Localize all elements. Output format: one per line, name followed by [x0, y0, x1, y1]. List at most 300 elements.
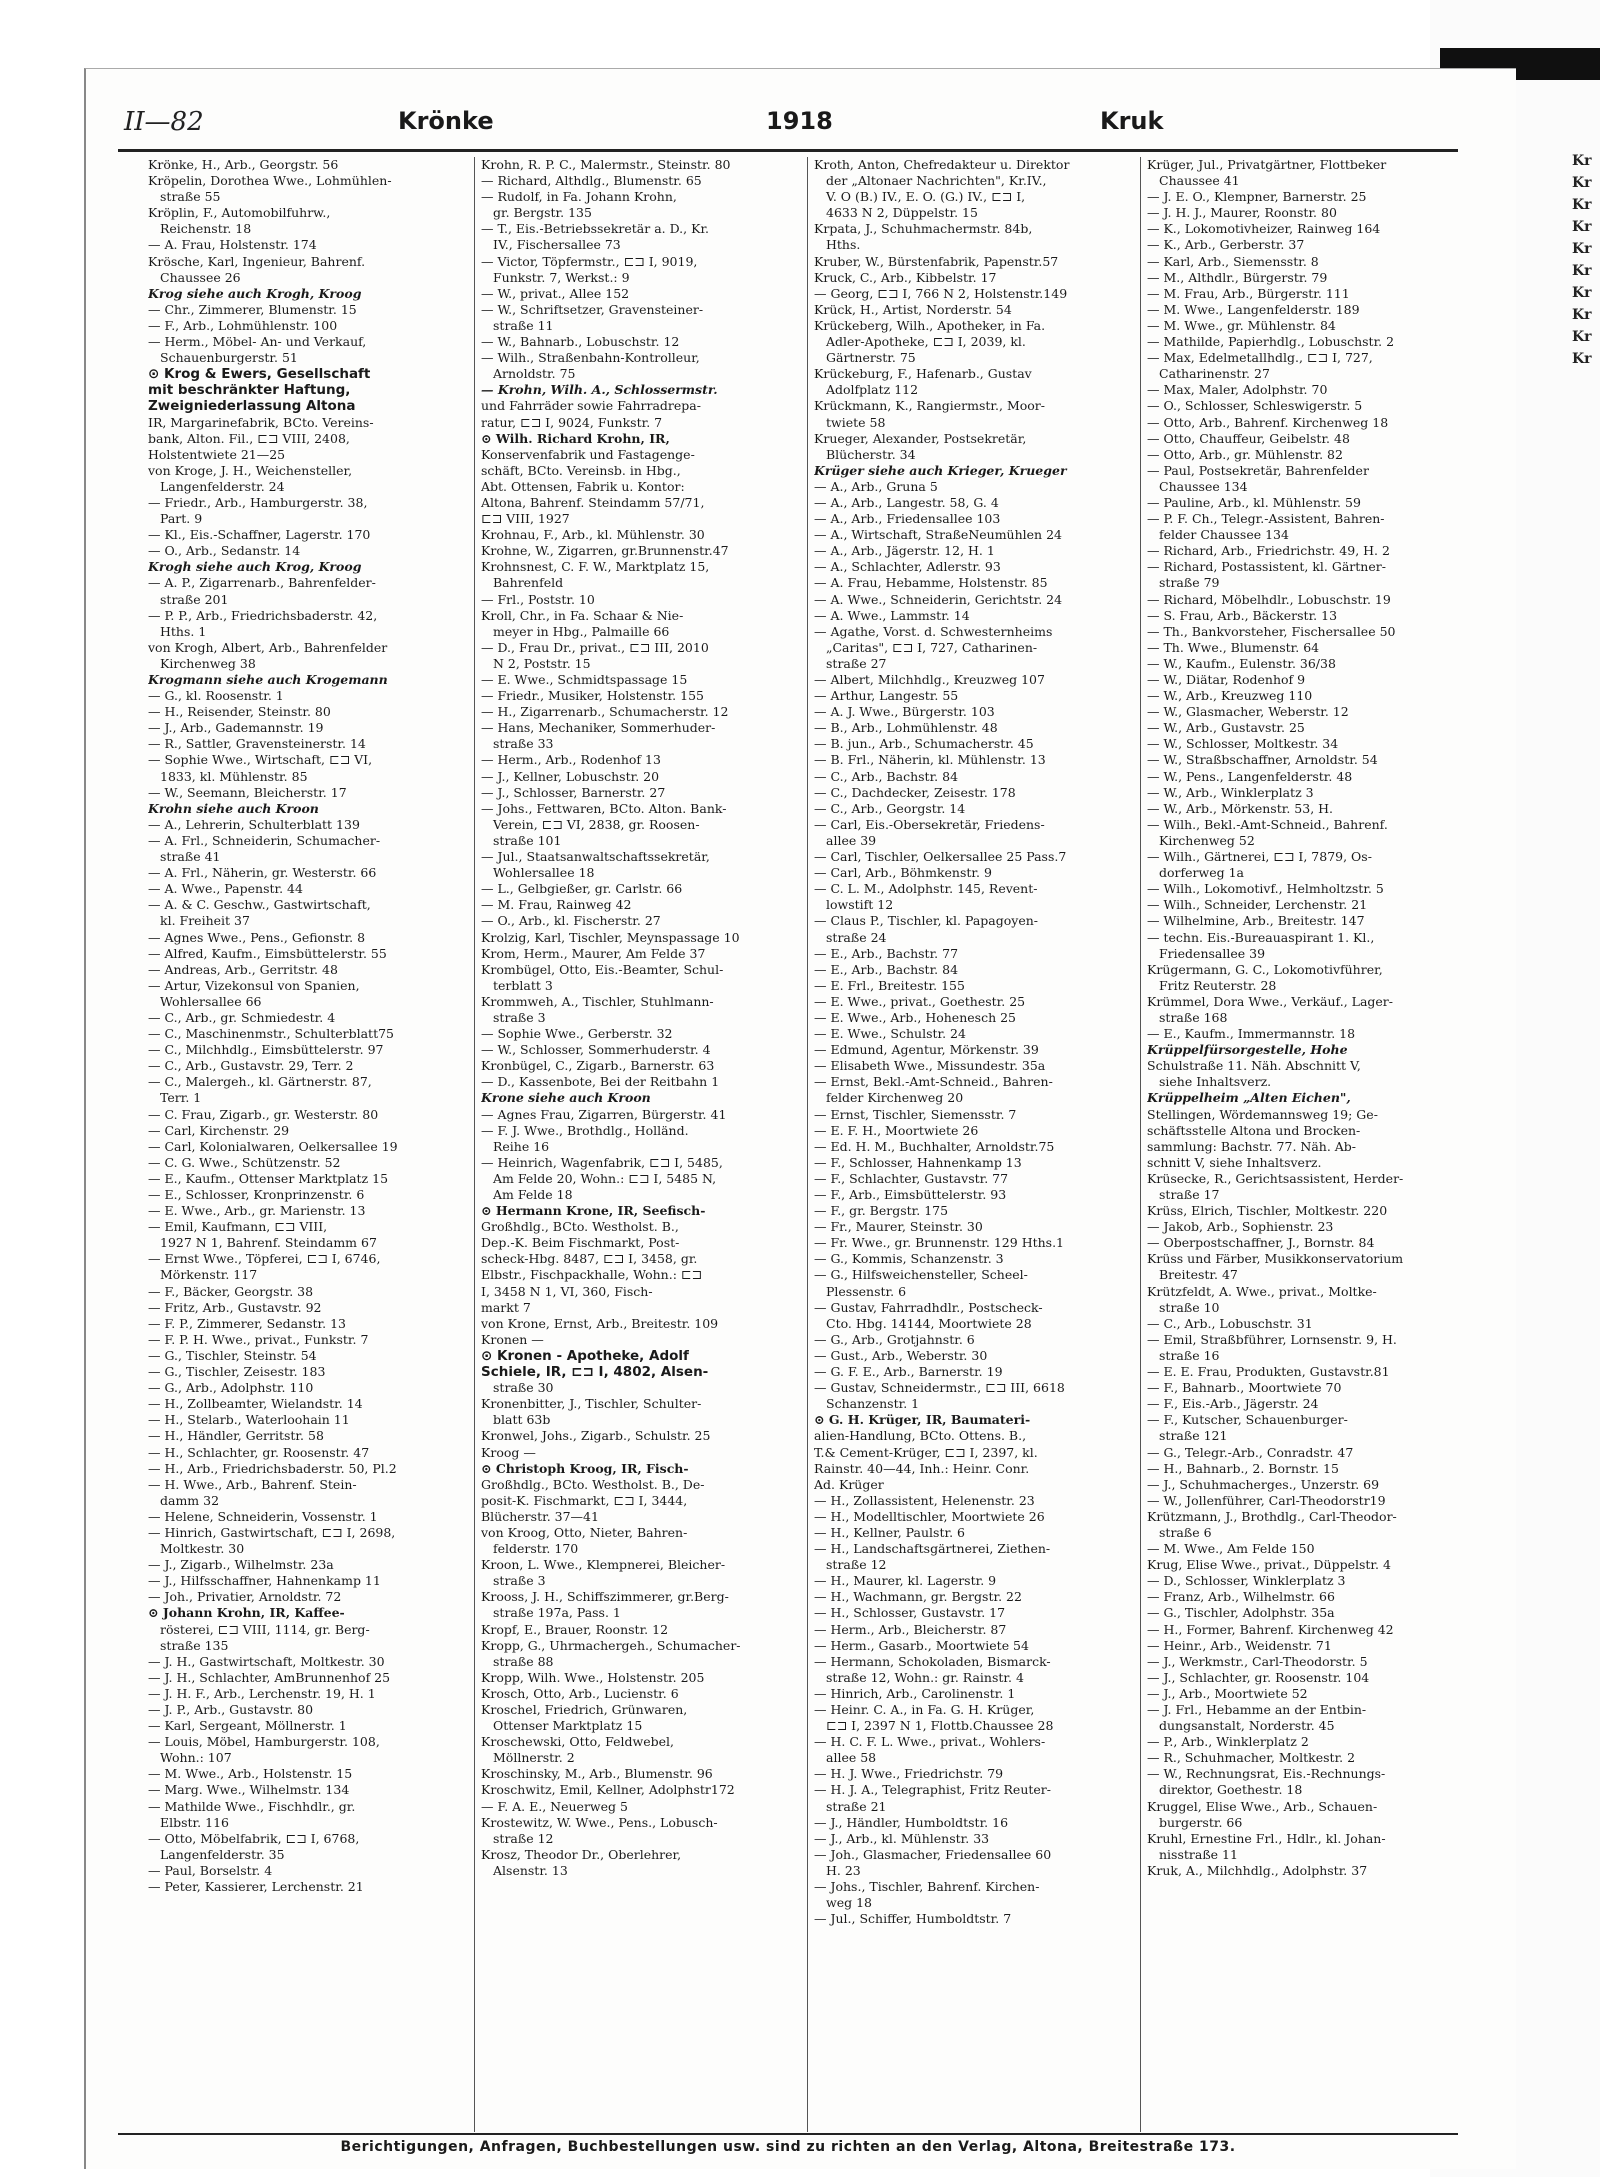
directory-entry: — Wilhelmine, Arb., Breitestr. 147 [1147, 913, 1365, 929]
directory-entry: — A., Schlachter, Adlerstr. 93 [814, 559, 1001, 575]
directory-entry: — Kl., Eis.-Schaffner, Lagerstr. 170 [148, 527, 371, 543]
directory-entry: — A. Frl., Näherin, gr. Westerstr. 66 [148, 865, 377, 881]
directory-entry: Krom, Herm., Maurer, Am Felde 37 [481, 945, 706, 961]
directory-entry: twiete 58 [826, 414, 886, 430]
directory-entry: — Jakob, Arb., Sophienstr. 23 [1147, 1219, 1334, 1235]
directory-entry: — Fr., Maurer, Steinstr. 30 [814, 1219, 983, 1235]
directory-entry: — F., Arb., Lohmühlenstr. 100 [148, 317, 338, 333]
directory-entry: Kroon, L. Wwe., Klempnerei, Bleicher- [481, 1557, 726, 1573]
directory-entry: felder Kirchenweg 20 [826, 1090, 964, 1106]
directory-entry: Breitestr. 47 [1159, 1267, 1238, 1283]
directory-entry: straße 135 [160, 1637, 229, 1653]
directory-entry: — Ed. H. M., Buchhalter, Arnoldstr.75 [814, 1138, 1055, 1154]
directory-entry: — Marg. Wwe., Wilhelmstr. 134 [148, 1782, 350, 1798]
directory-entry: straße 6 [1159, 1524, 1212, 1540]
directory-entry: — E., Schlosser, Kronprinzenstr. 6 [148, 1187, 365, 1202]
directory-entry: — J. H., Schlachter, AmBrunnenhof 25 [148, 1669, 391, 1685]
directory-columns [148, 157, 1460, 2132]
directory-entry: — Albert, Milchhdlg., Kreuzweg 107 [814, 672, 1045, 687]
directory-entry: Krolzig, Karl, Tischler, Meynspassage 10 [481, 929, 740, 945]
directory-entry: Kruggel, Elise Wwe., Arb., Schauen- [1147, 1798, 1378, 1814]
directory-entry: straße 24 [826, 929, 887, 945]
neighbor-page-letters: Kr [1572, 263, 1592, 279]
directory-entry: — F. A. E., Neuerweg 5 [481, 1798, 628, 1814]
directory-entry: — Karl, Sergeant, Möllnerstr. 1 [148, 1718, 347, 1734]
directory-entry: — L., Gelbgießer, gr. Carlstr. 66 [481, 881, 683, 897]
directory-entry: — W., Schlosser, Sommerhuderstr. 4 [481, 1042, 711, 1058]
directory-entry: — K., Arb., Gerberstr. 37 [1147, 237, 1305, 253]
running-head-year: 1918 [766, 107, 833, 135]
directory-entry: — R., Schuhmacher, Moltkestr. 2 [1147, 1750, 1356, 1766]
directory-entry: Krüppelfürsorgestelle, Hohe [1147, 1042, 1348, 1058]
directory-entry: — Ernst Wwe., Töpferei, ⊏⊐ I, 6746, [148, 1251, 381, 1267]
directory-entry: — G., Hilfsweichensteller, Scheel- [814, 1267, 1028, 1283]
directory-entry: — A. J. Wwe., Bürgerstr. 103 [814, 704, 995, 720]
directory-entry: — Mathilde Wwe., Fischhdlr., gr. [148, 1798, 356, 1814]
directory-entry: damm 32 [160, 1492, 220, 1508]
directory-entry: Krone siehe auch Kroon [481, 1090, 651, 1106]
directory-entry: bank, Alton. Fil., ⊏⊐ VIII, 2408, [148, 430, 350, 446]
directory-entry: — Carl, Tischler, Oelkersallee 25 Pass.7 [814, 849, 1067, 865]
directory-entry: — A., Arb., Langestr. 58, G. 4 [814, 494, 999, 510]
directory-entry: — J., Händler, Humboldtstr. 16 [814, 1814, 1009, 1830]
directory-entry: — J. E. O., Klempner, Barnerstr. 25 [1147, 189, 1367, 205]
directory-entry: ⊙ Hermann Krone, IR, Seefisch- [481, 1203, 706, 1219]
directory-entry: Krommweh, A., Tischler, Stuhlmann- [481, 993, 714, 1009]
directory-entry: — M., Althdlr., Bürgerstr. 79 [1147, 269, 1328, 285]
directory-entry: dorferweg 1a [1159, 865, 1244, 881]
directory-entry: — W., Glasmacher, Weberstr. 12 [1147, 704, 1349, 720]
directory-entry: — Helene, Schneiderin, Vossenstr. 1 [148, 1508, 378, 1524]
directory-entry: — Max, Edelmetallhdlg., ⊏⊐ I, 727, [1147, 350, 1373, 366]
directory-entry: — H. Wwe., Arb., Bahrenf. Stein- [148, 1476, 357, 1492]
directory-entry: scheck-Hbg. 8487, ⊏⊐ I, 3458, gr. [481, 1251, 698, 1267]
directory-entry: ⊙ G. H. Krüger, IR, Baumateri- [814, 1412, 1031, 1428]
directory-entry: — G. F. E., Arb., Barnerstr. 19 [814, 1364, 1003, 1380]
directory-entry: — A., Arb., Friedensallee 103 [814, 511, 1001, 527]
directory-entry: — C. Frau, Zigarb., gr. Westerstr. 80 [148, 1106, 379, 1122]
directory-entry: — F., Eis.-Arb., Jägerstr. 24 [1147, 1396, 1319, 1412]
directory-entry: Kruhl, Ernestine Frl., Hdlr., kl. Johan- [1147, 1830, 1386, 1846]
directory-entry: — Gustav, Fahrradhdlr., Postscheck- [814, 1299, 1043, 1315]
directory-entry: — H., Kellner, Paulstr. 6 [814, 1524, 965, 1540]
directory-entry: — Friedr., Arb., Hamburgerstr. 38, [148, 494, 368, 510]
directory-entry: — Agnes Frau, Zigarren, Bürgerstr. 41 [481, 1106, 727, 1122]
directory-entry: — Hans, Mechaniker, Sommerhuder- [481, 720, 716, 736]
directory-entry: Blücherstr. 37—41 [481, 1508, 599, 1524]
directory-entry: — Paul, Postsekretär, Bahrenfelder [1147, 462, 1369, 478]
directory-entry: — O., Schlosser, Schleswigerstr. 5 [1147, 398, 1363, 414]
directory-entry: Krügermann, G. C., Lokomotivführer, [1147, 961, 1383, 977]
directory-entry: — A. & C. Geschw., Gastwirtschaft, [148, 897, 371, 913]
directory-entry: straße 41 [160, 849, 221, 865]
directory-entry: — F., Bahnarb., Moortwiete 70 [1147, 1380, 1342, 1396]
directory-entry: — J. H., Gastwirtschaft, Moltkestr. 30 [148, 1653, 385, 1669]
directory-entry: — J. Frl., Hebamme an der Entbin- [1147, 1702, 1367, 1717]
directory-entry: — D., Kassenbote, Bei der Reitbahn 1 [481, 1074, 720, 1090]
directory-entry: straße 12 [493, 1830, 554, 1846]
directory-entry: — R., Sattler, Gravensteinerstr. 14 [148, 736, 366, 752]
directory-entry: gr. Bergstr. 135 [493, 205, 592, 221]
directory-entry: — Herm., Möbel- An- und Verkauf, [148, 334, 367, 350]
directory-entry: Kropp, G., Uhrmachergeh., Schumacher- [481, 1637, 741, 1653]
directory-entry: Reihe 16 [493, 1138, 550, 1154]
directory-entry: — C., Arb., Bachstr. 84 [814, 768, 959, 784]
directory-entry: Kroog — [481, 1444, 536, 1460]
directory-entry: ⊙ Johann Krohn, IR, Kaffee- [148, 1605, 345, 1621]
directory-entry: allee 58 [826, 1750, 877, 1766]
directory-entry: Stellingen, Wördemannsweg 19; Ge- [1147, 1106, 1378, 1122]
directory-entry: — H., Bahnarb., 2. Bornstr. 15 [1147, 1460, 1339, 1476]
directory-entry: — Friedr., Musiker, Holstenstr. 155 [481, 688, 704, 704]
directory-entry: straße 88 [493, 1653, 554, 1669]
directory-entry: — Victor, Töpfermstr., ⊏⊐ I, 9019, [481, 253, 698, 269]
directory-entry: — G., Arb., Grotjahnstr. 6 [814, 1331, 975, 1347]
directory-entry: — Richard, Arb., Friedrichstr. 49, H. 2 [1147, 543, 1390, 559]
directory-entry: Wohn.: 107 [160, 1750, 232, 1766]
directory-entry: Friedensallee 39 [1159, 945, 1266, 961]
directory-entry: — Louis, Möbel, Hamburgerstr. 108, [148, 1734, 380, 1750]
directory-entry: — S. Frau, Arb., Bäckerstr. 13 [1147, 607, 1338, 623]
directory-entry: straße 201 [160, 591, 229, 607]
neighbor-page-letters: Kr [1572, 219, 1592, 235]
directory-entry: Krüsecke, R., Gerichtsassistent, Herder- [1147, 1170, 1404, 1186]
directory-entry: Fritz Reuterstr. 28 [1159, 977, 1277, 993]
directory-entry: Part. 9 [160, 511, 203, 527]
directory-entry: Kroschewski, Otto, Feldwebel, [481, 1734, 674, 1750]
directory-entry: — F., Bäcker, Georgstr. 38 [148, 1283, 314, 1299]
directory-entry: IR, Margarinefabrik, BCto. Vereins- [148, 414, 374, 430]
directory-entry: „Caritas", ⊏⊐ I, 727, Catharinen- [826, 639, 1038, 655]
directory-entry: straße 12, Wohn.: gr. Rainstr. 4 [826, 1669, 1024, 1685]
directory-entry: — G., Tischler, Steinstr. 54 [148, 1347, 317, 1363]
directory-entry: sammlung: Bachstr. 77. Näh. Ab- [1147, 1138, 1357, 1154]
directory-entry: und Fahrräder sowie Fahrradrepa- [481, 398, 701, 414]
directory-entry: — H. C. F. L. Wwe., privat., Wohlers- [814, 1734, 1046, 1750]
directory-entry: — H., Arb., Friedrichsbaderstr. 50, Pl.2 [148, 1460, 397, 1476]
directory-entry: — F., Arb., Eimsbüttelerstr. 93 [814, 1187, 1007, 1202]
directory-entry: Ottenser Marktplatz 15 [493, 1718, 643, 1734]
directory-entry: — H., Reisender, Steinstr. 80 [148, 704, 331, 720]
directory-entry: Krück, H., Artist, Norderstr. 54 [814, 301, 1012, 317]
directory-entry: — F., Kutscher, Schauenburger- [1147, 1412, 1348, 1428]
directory-entry: — Peter, Kassierer, Lerchenstr. 21 [148, 1879, 364, 1895]
directory-entry: — Herm., Arb., Bleicherstr. 87 [814, 1621, 1007, 1637]
directory-entry: — Carl, Kirchenstr. 29 [148, 1122, 290, 1138]
directory-entry: Arnoldstr. 75 [493, 366, 576, 382]
directory-entry: — C., Milchhdlg., Eimsbüttelerstr. 97 [148, 1042, 384, 1058]
directory-entry: — E., Arb., Bachstr. 84 [814, 961, 959, 977]
directory-entry: Mörkenstr. 117 [160, 1267, 258, 1283]
directory-entry: — Artur, Vizekonsul von Spanien, [148, 977, 360, 993]
directory-entry: — H., Zollassistent, Helenenstr. 23 [814, 1492, 1035, 1508]
directory-entry: straße 3 [493, 1573, 546, 1589]
directory-entry: — M. Wwe., Am Felde 150 [1147, 1541, 1315, 1557]
directory-entry: Moltkestr. 30 [160, 1541, 245, 1557]
directory-entry: Krog siehe auch Krogh, Kroog [148, 285, 362, 301]
directory-entry: Krogh siehe auch Krog, Kroog [148, 559, 362, 575]
directory-entry: Hths. [826, 237, 861, 253]
directory-entry: — E., Kaufm., Immermannstr. 18 [1147, 1026, 1356, 1042]
directory-entry: — H., Former, Bahrenf. Kirchenweg 42 [1147, 1621, 1394, 1637]
directory-entry: Kirchenweg 52 [1159, 832, 1255, 848]
directory-entry: — D., Schlosser, Winklerplatz 3 [1147, 1573, 1346, 1589]
directory-entry: — W., privat., Allee 152 [481, 285, 630, 301]
directory-entry: — Hinrich, Gastwirtschaft, ⊏⊐ I, 2698, [148, 1524, 396, 1540]
directory-entry: Chaussee 134 [1159, 478, 1248, 494]
directory-page [84, 68, 1516, 2169]
directory-column-2 [481, 157, 799, 2132]
directory-entry: — H., Modelltischler, Moortwiete 26 [814, 1508, 1045, 1524]
directory-entry: straße 17 [1159, 1187, 1220, 1202]
directory-entry: — E., Arb., Bachstr. 77 [814, 945, 959, 961]
directory-entry: straße 101 [493, 832, 562, 848]
directory-entry: Kroschel, Friedrich, Grünwaren, [481, 1702, 688, 1717]
directory-entry: Kruber, W., Bürstenfabrik, Papenstr.57 [814, 253, 1059, 269]
directory-entry: — W., Schlosser, Moltkestr. 34 [1147, 736, 1339, 752]
directory-entry: schäftsstelle Altona und Brocken- [1147, 1122, 1361, 1138]
directory-entry: — F., Schlachter, Gustavstr. 77 [814, 1170, 1009, 1186]
directory-entry: — A., Lehrerin, Schulterblatt 139 [148, 816, 360, 832]
directory-entry: Alsenstr. 13 [493, 1862, 568, 1878]
directory-entry: Krückeburg, F., Hafenarb., Gustav [814, 366, 1032, 382]
directory-entry: — G., kl. Roosenstr. 1 [148, 688, 284, 704]
directory-entry: von Krone, Ernst, Arb., Breitestr. 109 [481, 1315, 719, 1331]
directory-entry: — G., Arb., Adolphstr. 110 [148, 1380, 314, 1396]
directory-entry: — Otto, Chauffeur, Geibelstr. 48 [1147, 430, 1350, 446]
directory-entry: — J., Hilfsschaffner, Hahnenkamp 11 [148, 1573, 381, 1589]
directory-entry: — G., Telegr.-Arb., Conradstr. 47 [1147, 1444, 1354, 1460]
directory-entry: ⊙ Christoph Kroog, IR, Fisch- [481, 1460, 689, 1476]
directory-entry: — Wilh., Lokomotivf., Helmholtzstr. 5 [1147, 881, 1384, 897]
directory-entry: — Herm., Arb., Rodenhof 13 [481, 752, 661, 768]
directory-entry: — E. E. Frau, Produkten, Gustavstr.81 [1147, 1364, 1390, 1380]
directory-entry: Funkstr. 7, Werkst.: 9 [493, 269, 630, 285]
directory-column-3 [814, 157, 1132, 2132]
directory-entry: — J., Arb., Gademannstr. 19 [148, 720, 324, 736]
directory-entry: Krüger siehe auch Krieger, Krueger [814, 462, 1067, 478]
directory-entry: — W., Bahnarb., Lobuschstr. 12 [481, 334, 680, 350]
directory-entry: Krüger, Jul., Privatgärtner, Flottbeker [1147, 157, 1387, 172]
directory-entry: — P. F. Ch., Telegr.-Assistent, Bahren- [1147, 511, 1385, 527]
directory-entry: — Otto, Arb., Bahrenf. Kirchenweg 18 [1147, 414, 1389, 430]
directory-entry: — B. Frl., Näherin, kl. Mühlenstr. 13 [814, 752, 1046, 768]
directory-entry: — Max, Maler, Adolphstr. 70 [1147, 382, 1328, 398]
directory-entry: Adler-Apotheke, ⊏⊐ I, 2039, kl. [826, 334, 1026, 350]
directory-entry: — W., Pens., Langenfelderstr. 48 [1147, 768, 1353, 784]
directory-entry: Zweigniederlassung Altona [148, 398, 356, 415]
directory-entry: Holstentwiete 21—25 [148, 446, 286, 462]
directory-entry: IV., Fischersallee 73 [493, 237, 621, 253]
directory-entry: Kröplin, F., Automobilfuhrw., [148, 205, 331, 221]
directory-entry: Altona, Bahrenf. Steindamm 57/71, [481, 494, 705, 510]
directory-entry: — Gustav, Schneidermstr., ⊏⊐ III, 6618 [814, 1380, 1065, 1396]
directory-entry: schäft, BCto. Vereinsb. in Hbg., [481, 462, 681, 478]
directory-entry: — Heinrich, Wagenfabrik, ⊏⊐ I, 5485, [481, 1154, 723, 1170]
directory-entry: — Jul., Staatsanwaltschaftssekretär, [481, 849, 710, 865]
directory-entry: ⊙ Krog & Ewers, Gesellschaft [148, 366, 371, 383]
directory-entry: — Wilh., Gärtnerei, ⊏⊐ I, 7879, Os- [1147, 849, 1372, 865]
directory-entry: Chaussee 41 [1159, 173, 1240, 189]
directory-entry: — J., Werkmstr., Carl-Theodorstr. 5 [1147, 1653, 1368, 1669]
directory-entry: Kroll, Chr., in Fa. Schaar & Nie- [481, 607, 684, 623]
directory-entry: — W., Schriftsetzer, Gravensteiner- [481, 301, 704, 317]
directory-entry: Plessenstr. 6 [826, 1283, 907, 1299]
directory-entry: — H., Stelarb., Waterloohain 11 [148, 1412, 350, 1428]
directory-entry: — C. G. Wwe., Schützenstr. 52 [148, 1154, 341, 1170]
directory-entry: straße 197a, Pass. 1 [493, 1605, 621, 1621]
directory-entry: — W., Straßbschaffner, Arnoldstr. 54 [1147, 752, 1378, 768]
directory-entry: — Fritz, Arb., Gustavstr. 92 [148, 1299, 322, 1315]
directory-entry: Langenfelderstr. 35 [160, 1846, 285, 1862]
directory-entry: — F. P., Zimmerer, Sedanstr. 13 [148, 1315, 347, 1331]
directory-entry: — A., Arb., Jägerstr. 12, H. 1 [814, 543, 995, 559]
directory-entry: Elbstr. 116 [160, 1814, 229, 1830]
directory-entry: — J., Schlachter, gr. Roosenstr. 104 [1147, 1669, 1370, 1685]
directory-entry: felderstr. 170 [493, 1541, 579, 1557]
directory-entry: straße 11 [493, 317, 554, 333]
directory-entry: — Carl, Eis.-Obersekretär, Friedens- [814, 816, 1045, 832]
directory-entry: Schulstraße 11. Näh. Abschnitt V, [1147, 1058, 1361, 1074]
directory-entry: — E. Wwe., Arb., Hohenesch 25 [814, 1009, 1017, 1025]
directory-entry: Kroschinsky, M., Arb., Blumenstr. 96 [481, 1766, 713, 1782]
directory-entry: Kroth, Anton, Chefredakteur u. Direktor [814, 157, 1070, 172]
directory-entry: — E. Frl., Breitestr. 155 [814, 977, 965, 993]
directory-entry: 4633 N 2, Düppelstr. 15 [826, 205, 978, 221]
directory-entry: — Ernst, Bekl.-Amt-Schneid., Bahren- [814, 1074, 1053, 1090]
directory-entry: nisstraße 11 [1159, 1846, 1238, 1862]
directory-entry: — O., Arb., kl. Fischerstr. 27 [481, 913, 661, 929]
directory-entry: straße 12 [826, 1557, 887, 1573]
directory-entry: — C., Arb., Georgstr. 14 [814, 800, 966, 816]
neighbor-page-letters: Kr [1572, 241, 1592, 257]
directory-entry: — J., Schlosser, Barnerstr. 27 [481, 784, 666, 800]
directory-entry: Kroschwitz, Emil, Kellner, Adolphstr172 [481, 1782, 735, 1798]
directory-entry: — B. jun., Arb., Schumacherstr. 45 [814, 736, 1034, 752]
directory-entry: — P., Arb., Winklerplatz 2 [1147, 1734, 1309, 1750]
directory-entry: Krohnsnest, C. F. W., Marktplatz 15, [481, 559, 710, 575]
directory-entry: — W., Rechnungsrat, Eis.-Rechnungs- [1147, 1766, 1386, 1782]
directory-entry: Langenfelderstr. 24 [160, 478, 285, 494]
directory-entry: — A. Frl., Schneiderin, Schumacher- [148, 832, 381, 848]
directory-entry: — Arthur, Langestr. 55 [814, 688, 959, 704]
directory-entry: dungsanstalt, Norderstr. 45 [1159, 1718, 1335, 1734]
directory-entry: — Paul, Borselstr. 4 [148, 1862, 273, 1878]
directory-entry: lowstift 12 [826, 897, 894, 913]
directory-entry: — Agathe, Vorst. d. Schwesternheims [814, 623, 1053, 639]
directory-entry: — E., Kaufm., Ottenser Marktplatz 15 [148, 1170, 389, 1186]
directory-entry: — A. Wwe., Papenstr. 44 [148, 881, 303, 897]
directory-entry: — Richard, Möbelhdlr., Lobuschstr. 19 [1147, 591, 1391, 607]
directory-entry: Blücherstr. 34 [826, 446, 916, 462]
directory-entry: — Joh., Privatier, Arnoldstr. 72 [148, 1589, 342, 1605]
directory-entry: Krohn, R. P. C., Malermstr., Steinstr. 80 [481, 157, 731, 172]
directory-entry: — Richard, Althdlg., Blumenstr. 65 [481, 173, 702, 189]
directory-entry: — G., Kommis, Schanzenstr. 3 [814, 1251, 1004, 1267]
directory-entry: Konservenfabrik und Fastagenge- [481, 446, 695, 462]
page-number: II—82 [124, 107, 204, 137]
directory-entry: — W., Seemann, Bleicherstr. 17 [148, 784, 347, 800]
running-head-last-entry: Kruk [1100, 107, 1164, 135]
directory-entry: — F., gr. Bergstr. 175 [814, 1203, 949, 1219]
directory-entry: direktor, Goethestr. 18 [1159, 1782, 1303, 1798]
directory-entry: — Th. Wwe., Blumenstr. 64 [1147, 639, 1320, 655]
directory-entry: — Emil, Kaufmann, ⊏⊐ VIII, [148, 1219, 328, 1235]
directory-entry: Dep.-K. Beim Fischmarkt, Post- [481, 1235, 680, 1251]
directory-entry: Schiele, IR, ⊏⊐ I, 4802, Alsen- [481, 1364, 709, 1381]
directory-entry: Elbstr., Fischpackhalle, Wohn.: ⊏⊐ [481, 1267, 703, 1283]
directory-entry: — J. H. J., Maurer, Roonstr. 80 [1147, 205, 1337, 221]
directory-entry: N 2, Poststr. 15 [493, 655, 591, 671]
page-header [86, 107, 1516, 147]
directory-entry: — Herm., Gasarb., Moortwiete 54 [814, 1637, 1029, 1653]
directory-entry: — Johs., Tischler, Bahrenf. Kirchen- [814, 1879, 1040, 1895]
directory-entry: — A. Frau, Hebamme, Holstenstr. 85 [814, 575, 1048, 591]
directory-entry: — M. Wwe., Arb., Holstenstr. 15 [148, 1766, 353, 1782]
directory-entry: — D., Frau Dr., privat., ⊏⊐ III, 2010 [481, 639, 709, 655]
directory-entry: — F., Schlosser, Hahnenkamp 13 [814, 1154, 1022, 1170]
directory-entry: ratur, ⊏⊐ I, 9024, Funkstr. 7 [481, 414, 663, 430]
directory-entry: — B., Arb., Lohmühlenstr. 48 [814, 720, 998, 736]
directory-entry: — M. Frau, Rainweg 42 [481, 897, 632, 913]
directory-entry: Krützfeldt, A. Wwe., privat., Moltke- [1147, 1283, 1377, 1299]
directory-entry: posit-K. Fischmarkt, ⊏⊐ I, 3444, [481, 1492, 688, 1508]
directory-entry: ⊏⊐ VIII, 1927 [481, 511, 570, 527]
directory-entry: — Edmund, Agentur, Mörkenstr. 39 [814, 1042, 1039, 1058]
directory-entry: der „Altonaer Nachrichten", Kr.IV., [826, 173, 1047, 189]
directory-entry: — J., Schuhmacherges., Unzerstr. 69 [1147, 1476, 1380, 1492]
directory-entry: — W., Arb., Gustavstr. 25 [1147, 720, 1305, 736]
directory-entry: — J., Arb., kl. Mühlenstr. 33 [814, 1830, 990, 1846]
directory-entry: — Hermann, Schokoladen, Bismarck- [814, 1653, 1051, 1669]
directory-entry: — C., Dachdecker, Zeisestr. 178 [814, 784, 1016, 800]
directory-entry: Kirchenweg 38 [160, 655, 256, 671]
directory-entry: Krückeberg, Wilh., Apotheker, in Fa. [814, 317, 1046, 333]
directory-entry: — Claus P., Tischler, kl. Papagoyen- [814, 913, 1039, 929]
directory-entry: Großhdlg., BCto. Westholst. B., De- [481, 1476, 705, 1492]
directory-entry: — H., Landschaftsgärtnerei, Ziethen- [814, 1541, 1051, 1557]
directory-entry: Krooss, J. H., Schiffszimmerer, gr.Berg- [481, 1589, 729, 1605]
directory-entry: Catharinenstr. 27 [1159, 366, 1270, 382]
directory-entry: Terr. 1 [160, 1090, 202, 1106]
directory-entry: — Andreas, Arb., Gerritstr. 48 [148, 961, 338, 977]
directory-entry: T.& Cement-Krüger, ⊏⊐ I, 2397, kl. [814, 1444, 1038, 1460]
directory-entry: — Mathilde, Papierhdlg., Lobuschstr. 2 [1147, 334, 1395, 350]
directory-entry: Schauenburgerstr. 51 [160, 350, 298, 366]
directory-entry: Wohlersallee 66 [160, 993, 262, 1009]
directory-entry: ⊏⊐ I, 2397 N 1, Flottb.Chaussee 28 [826, 1718, 1054, 1734]
directory-entry: rösterei, ⊏⊐ VIII, 1114, gr. Berg- [160, 1621, 370, 1637]
directory-entry: Krönke, H., Arb., Georgstr. 56 [148, 157, 339, 172]
directory-entry: — W., Arb., Kreuzweg 110 [1147, 688, 1313, 704]
header-rule [118, 149, 1458, 152]
directory-entry: straße 33 [493, 736, 554, 752]
directory-entry: Krostewitz, W. Wwe., Pens., Lobusch- [481, 1814, 718, 1830]
neighbor-page-letters: Kr [1572, 351, 1592, 367]
directory-entry: Krogmann siehe auch Krogemann [148, 672, 388, 687]
directory-entry: — Krohn, Wilh. A., Schlossermstr. [481, 382, 718, 398]
directory-entry: Bahrenfeld [493, 575, 564, 591]
directory-entry: Kronbügel, C., Zigarb., Barnerstr. 63 [481, 1058, 715, 1074]
directory-entry: Kruk, A., Milchhdlg., Adolphstr. 37 [1147, 1862, 1368, 1878]
directory-entry: — techn. Eis.-Bureauaspirant 1. Kl., [1147, 929, 1375, 945]
directory-entry: ⊙ Wilh. Richard Krohn, IR, [481, 430, 670, 446]
directory-entry: straße 55 [160, 189, 221, 205]
directory-entry: — J. P., Arb., Gustavstr. 80 [148, 1702, 314, 1717]
directory-entry: — A., Arb., Gruna 5 [814, 478, 938, 494]
directory-entry: von Krogh, Albert, Arb., Bahrenfelder [148, 639, 388, 655]
directory-entry: felder Chaussee 134 [1159, 527, 1289, 543]
